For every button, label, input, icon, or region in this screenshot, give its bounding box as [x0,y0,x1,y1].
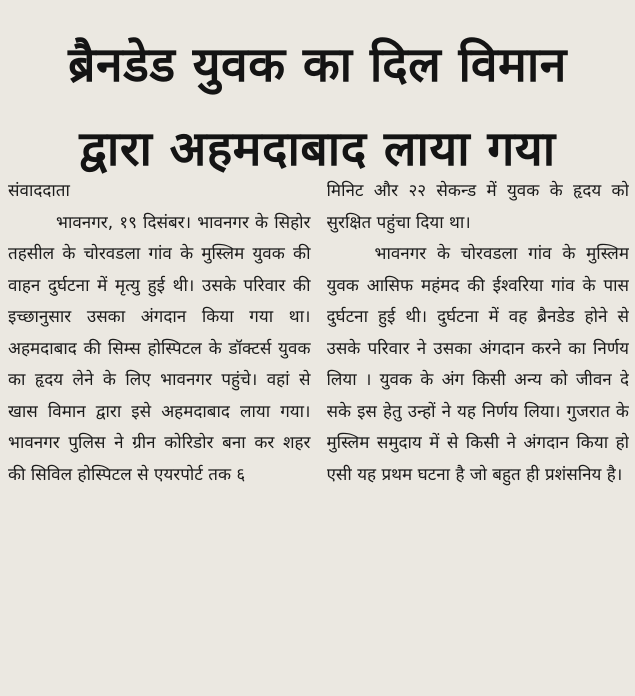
column-1-paragraph [8,208,311,492]
column-2-paragraph-1: मिनिट और २२ सेकन्ड में युवक के हृदय को सुरक्षित पहुंचा दिया था। [326,181,629,233]
article-body [8,176,629,688]
column-1 [8,176,311,688]
headline [8,33,627,181]
column-2-paragraph-2: भावनगर के चोरवडला गांव के मुस्लिम युवक आसिफ महंमद की ईश्वरिया गांव के पास दुर्घटना हुई थी। दुर्घटना में वह ब्रैनडेड होने से उसके परिवार ने उसका अंगदान करने का निर्णय लिया । युवक के अंग किसी अन्य को जीवन दे सके इस हेतु उन्हों ने यह निर्णय लिया। गुजरात के मुस्लिम समुदाय में से किसी ने अंगदान किया हो एसी यह प्रथम घटना है जो बहुत ही प्रशंसनिय है। [326,244,629,485]
column-2 [327,176,630,688]
headline-line-2: द्वारा अहमदाबाद लाया गया [79,121,556,178]
dateline: भावनगर, १९ दिसंबर। [56,212,192,233]
column-1-text: भावनगर के सिहोर तहसील के चोरवडला गांव के मुस्लिम युवक की वाहन दुर्घटना में मृत्यु हुई थी। उसके परिवार की इच्छानुसार उसका अंगदान किया गया था। अहमदाबाद की सिम्स होस्पिटल के डॉक्टर्स युवक का हृदय लेने के लिए भावनगर पहुंचे। वहां से खास विमान द्वारा इसे अहमदाबाद लाया गया। भावनगर पुलिस ने ग्रीन कोरिडोर बना कर शहर की सिविल होस्पिटल से एयरपोर्ट तक ६ [8,212,311,485]
byline: संवाददाता [8,181,70,201]
headline-line-1: ब्रैनडेड युवक का दिल विमान [68,37,567,94]
